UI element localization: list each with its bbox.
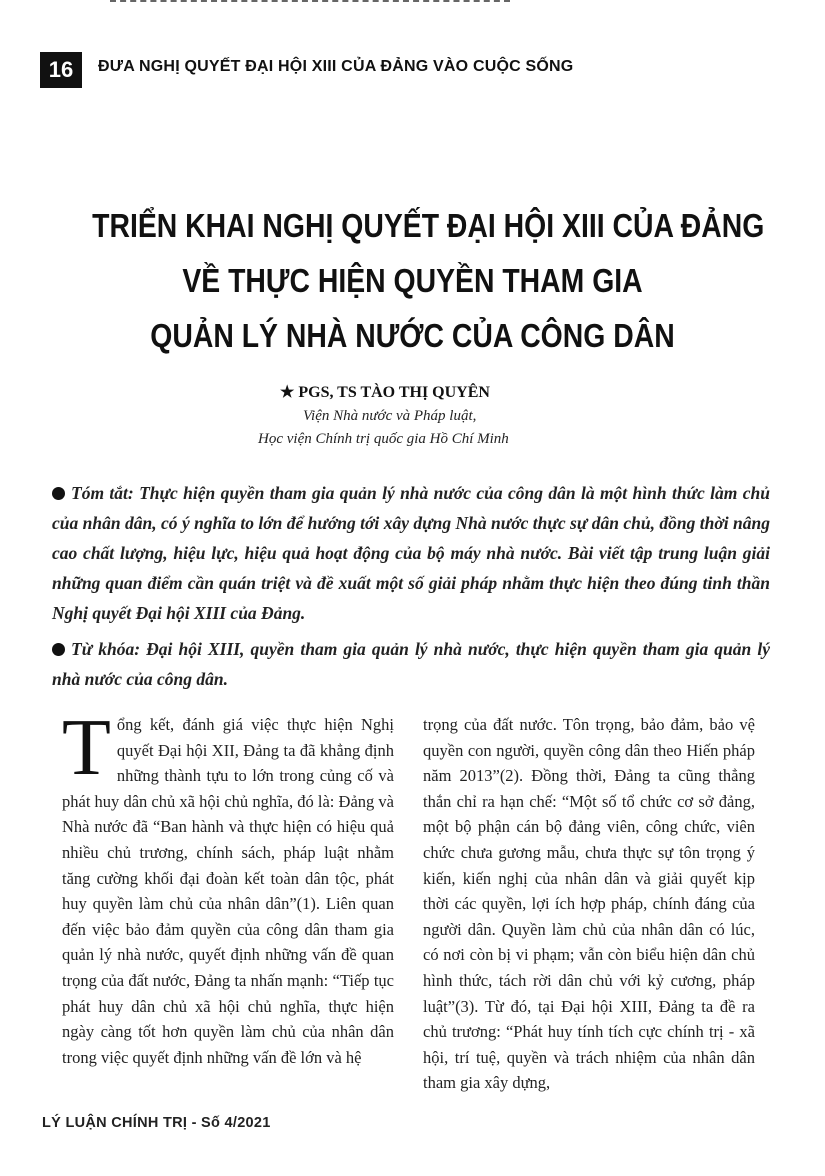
body-column-right bbox=[423, 712, 755, 1096]
body-column-left bbox=[62, 704, 394, 1070]
page-footer: LÝ LUẬN CHÍNH TRỊ - Số 4/2021 bbox=[42, 1115, 271, 1131]
article-title bbox=[92, 198, 765, 363]
top-border-decoration bbox=[110, 0, 510, 8]
author-affiliation-institute: Viện Nhà nước và Pháp luật, bbox=[303, 408, 477, 424]
abstract-summary-text: Tóm tắt: Thực hiện quyền tham gia quản lý nhà nước của công dân là một hình thức làm chủ của nhân dân, có ý nghĩa to lớn để hướng tới xây dựng Nhà nước thực sự dân chủ, đồng thời nâng cao chất lượng, hiệu lực, hiệu quả hoạt động của bộ máy nhà nước. Bài viết tập trung luận giải những quan điểm cần quán triệt và đề xuất một số giải pháp nhằm thực hiện theo đúng tinh thần Nghị quyết Đại hội XIII của Đảng. bbox=[52, 483, 770, 623]
author-name: ★ PGS, TS TÀO THỊ QUYÊN bbox=[280, 384, 490, 401]
body-text-left: ổng kết, đánh giá việc thực hiện Nghị quyết Đại hội XII, Đảng ta đã khẳng định những thành tựu to lớn trong củng cố và phát huy dân chủ xã hội chủ nghĩa, đó là: Đảng và Nhà nước đã “Ban hành và thực hiện có hiệu quả nhiều chủ trương, chính sách, pháp luật nhằm tăng cường khối đại đoàn kết toàn dân tộc, phát huy quyền làm chủ của nhân dân”(1). Liên quan đến việc bảo đảm quyền của công dân tham gia quản lý nhà nước, quyết định những vấn đề quan trọng của đất nước, Đảng ta nhấn mạnh: “Tiếp tục phát huy dân chủ xã hội chủ nghĩa, thực hiện ngày càng tốt hơn quyền làm chủ của nhân dân trong việc quyết định những vấn đề lớn và hệ bbox=[62, 715, 394, 1067]
abstract-summary bbox=[52, 478, 770, 628]
body-text-right: trọng của đất nước. Tôn trọng, bảo đảm, bảo vệ quyền con người, quyền công dân theo Hiến pháp năm 2013”(2). Đồng thời, Đảng ta cũng thẳng thắn chỉ ra hạn chế: “Một số tổ chức cơ sở đảng, một bộ phận cán bộ đảng viên, công chức, viên chức chưa gương mẫu, chưa thực sự tôn trọng ý kiến, kiến nghị của nhân dân và giải quyết kịp thời các quyền, lợi ích hợp pháp, chính đáng của người dân. Quyền làm chủ của nhân dân có lúc, có nơi còn bị vi phạm; vẫn còn biểu hiện dân chủ hình thức, tách rời dân chủ với kỷ cương, pháp luật”(3). Từ đó, tại Đại hội XIII, Đảng ta đề ra chủ trương: “Phát huy tính tích cực chính trị - xã hội, trí tuệ, quyền và trách nhiệm của nhân dân tham gia xây dựng, bbox=[423, 715, 755, 1093]
abstract-block bbox=[52, 478, 770, 700]
author-affiliation-academy: Học viện Chính trị quốc gia Hồ Chí Minh bbox=[258, 431, 509, 447]
drop-cap: T bbox=[62, 704, 111, 792]
title-line-2: VỀ THỰC HIỆN QUYỀN THAM GIA bbox=[182, 262, 643, 299]
abstract-keywords bbox=[52, 634, 770, 694]
page-number: 16 bbox=[40, 52, 82, 88]
title-line-3: QUẢN LÝ NHÀ NƯỚC CỦA CÔNG DÂN bbox=[150, 317, 675, 354]
bullet-icon bbox=[52, 643, 65, 656]
abstract-keywords-text: Từ khóa: Đại hội XIII, quyền tham gia quản lý nhà nước, thực hiện quyền tham gia quản lý nhà nước của công dân. bbox=[52, 639, 770, 689]
bullet-icon bbox=[52, 487, 65, 500]
title-line-1: TRIỂN KHAI NGHỊ QUYẾT ĐẠI HỘI XIII CỦA ĐẢNG bbox=[92, 207, 765, 244]
page-header bbox=[40, 52, 800, 88]
section-title: ĐƯA NGHỊ QUYẾT ĐẠI HỘI XIII CỦA ĐẢNG VÀO CUỘC SỐNG bbox=[98, 58, 574, 75]
